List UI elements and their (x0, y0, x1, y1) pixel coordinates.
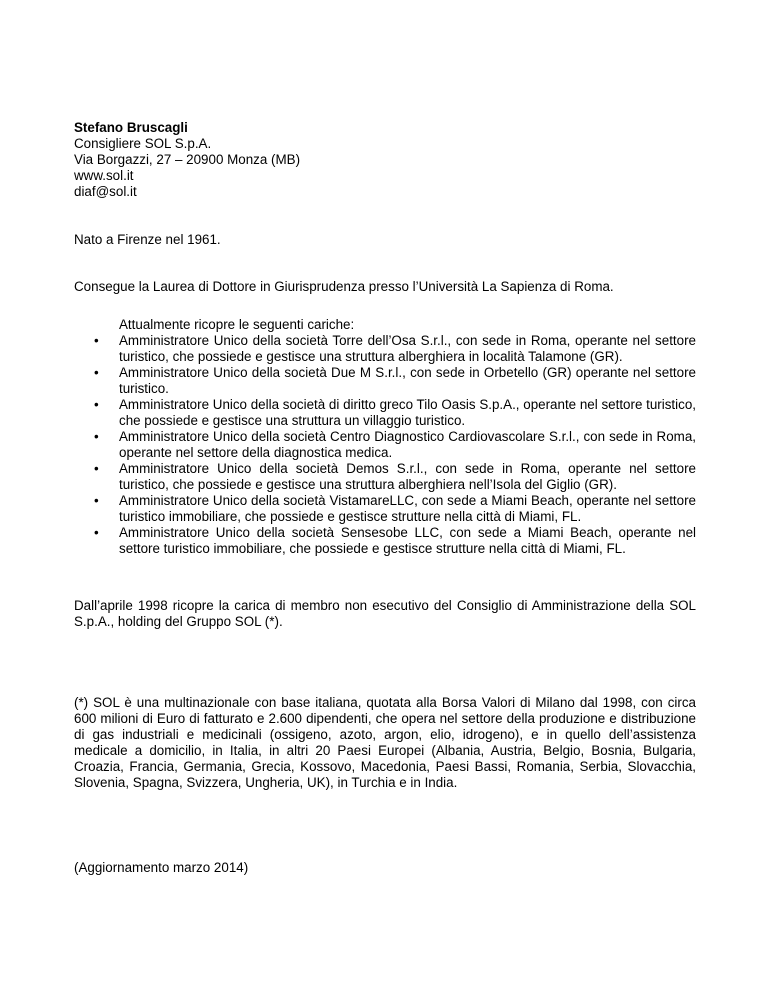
list-item: • Amministratore Unico della società Due M S.r.l., con sede in Orbetello (GR) operante nel settore turistico. (74, 365, 696, 397)
education-info: Consegue la Laurea di Dottore in Giurisprudenza presso l’Università La Sapienza di Roma. (74, 279, 614, 294)
list-item: • Amministratore Unico della società Demos S.r.l., con sede in Roma, operante nel settore turistico, che possiede e gestisce una struttura alberghiera nell’Isola del Giglio (GR). (74, 461, 696, 493)
roles-section (74, 317, 696, 557)
birth-info: Nato a Firenze nel 1961. (74, 232, 221, 247)
board-info: Dall’aprile 1998 ricopre la carica di membro non esecutivo del Consiglio di Amministrazione della SOL S.p.A., holding del Gruppo SOL (*). (74, 598, 696, 629)
update-note: (Aggiornamento marzo 2014) (74, 860, 249, 875)
list-item: • Amministratore Unico della società Torre dell’Osa S.r.l., con sede in Roma, operante nel settore turistico, che possiede e gestisce una struttura alberghiera in località Talamone (GR). (74, 333, 696, 365)
list-item: • Amministratore Unico della società di diritto greco Tilo Oasis S.p.A., operante nel settore turistico, che possiede e gestisce una struttura un villaggio turistico. (74, 397, 696, 429)
person-title: Consigliere SOL S.p.A. (74, 136, 212, 151)
roles-intro: Attualmente ricopre le seguenti cariche: (119, 317, 355, 332)
person-name: Stefano Bruscagli (74, 120, 188, 135)
address: Via Borgazzi, 27 – 20900 Monza (MB) (74, 152, 301, 167)
website-link[interactable]: www.sol.it (74, 168, 134, 183)
company-footnote: (*) SOL è una multinazionale con base italiana, quotata alla Borsa Valori di Milano dal 1998, con circa 600 milioni di Euro di fatturato e 2.600 dipendenti, che opera nel settore della produzione e distribuzione di gas industriali e medicinali (ossigeno, azoto, argon, elio, idrogeno), e in quello dell’assistenza medicale a domicilio, in Italia, in altri 20 Paesi Europei (Albania, Austria, Belgio, Bosnia, Bulgaria, Croazia, Francia, Germania, Grecia, Kossovo, Macedonia, Paesi Bassi, Romania, Serbia, Slovacchia, Slovenia, Spagna, Svizzera, Ungheria, UK), in Turchia e in India. (74, 695, 696, 790)
list-item: • Amministratore Unico della società Sensesobe LLC, con sede a Miami Beach, operante nel settore turistico immobiliare, che possiede e gestisce strutture nella città di Miami, FL. (74, 525, 696, 557)
list-item: • Amministratore Unico della società Centro Diagnostico Cardiovascolare S.r.l., con sede in Roma, operante nel settore della diagnostica medica. (74, 429, 696, 461)
email-link[interactable]: diaf@sol.it (74, 184, 137, 199)
list-item: • Amministratore Unico della società VistamareLLC, con sede a Miami Beach, operante nel settore turistico immobiliare, che possiede e gestisce strutture nella città di Miami, FL. (74, 493, 696, 525)
contact-header (74, 120, 696, 200)
roles-list (74, 333, 696, 557)
